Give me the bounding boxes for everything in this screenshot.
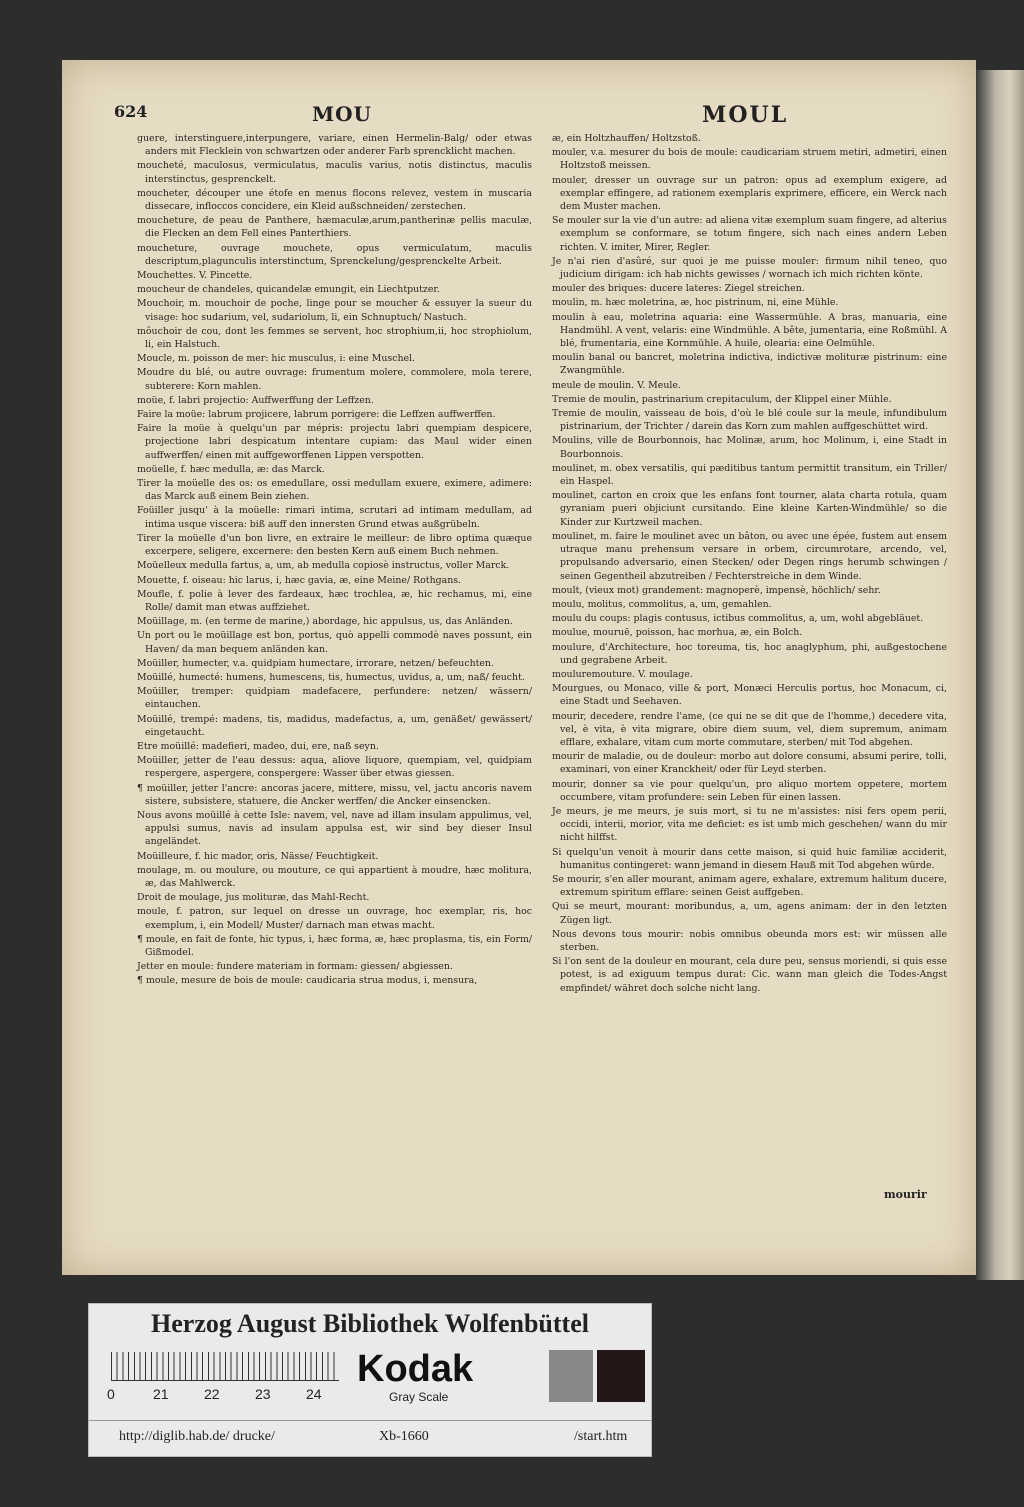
dictionary-entry: Jetter en moule: fundere materiam in formam: giessen/ abgiessen.	[137, 961, 453, 973]
gray-swatch	[549, 1350, 593, 1402]
dictionary-entry: Mouchettes. V. Pincette.	[137, 270, 253, 282]
dictionary-entry: Moüillé, humecté: humens, humescens, tis, humectus, uvidus, a, um, naß/ feucht.	[137, 671, 525, 683]
dictionary-entry: Moucle, m. poisson de mer: hic musculus, i: eine Muschel.	[137, 353, 416, 365]
dictionary-entry: æ, ein Holtzhauffen/ Holtzstoß.	[552, 133, 701, 144]
dictionary-entry: Foüiller jusqu' à la moüelle: rimari intima, scrutari ad intimam medullam, ad intima usque viscera: biß auff den innersten Grund etwas außgrübeln.	[137, 505, 532, 530]
dictionary-entry: moüe, f. labri projectio: Auffwerffung der Leffzen.	[137, 394, 374, 406]
left-running-head: MOU	[312, 102, 373, 126]
dictionary-entry: Se mourir, s'en aller mourant, animam agere, exhalare, extremum halitum ducere, extremum spiritum efflare: seinen Geist auffgeben.	[552, 873, 947, 899]
url-row	[89, 1420, 651, 1453]
dictionary-entry: Un port ou le moüillage est bon, portus, quò appelli commodè naves possunt, ein Haven/ da man bequem anländen kan.	[137, 630, 532, 655]
dictionary-entry: môuchoir de cou, dont les femmes se servent, hoc strophium,ii, hoc strophiolum, li, ein Halstuch.	[137, 325, 532, 351]
dictionary-entry: moulinet, carton en croix que les enfans font tourner, alata charta rotula, quam gyraniam pueri objiciunt cursitando. Eine kleine Karten-Windmühle/ so die Kinder zur Kurtzweil machen.	[552, 490, 947, 528]
shelfmark: Xb-1660	[379, 1429, 429, 1444]
scan-target-card	[88, 1303, 652, 1457]
dictionary-entry: Tirer la moüelle des os: os emedullare, ossi medullam exuere, eximere, adimere: das Marck auß einem Bein ziehen.	[137, 478, 532, 503]
dictionary-entry: Moufle, f. polie à lever des fardeaux, hæc trochlea, æ, hic rechamus, mi, eine Rolle/ damit man etwas auffziehet.	[137, 588, 532, 613]
dictionary-entry: mourir, decedere, rendre l'ame, (ce qui ne se dit que de l'homme,) decedere vita, vel, è vita, è vita migrare, obire diem suum, vel, diem supremum, animam efflare, exhalare, vitam cum morte commutare, sterben/ mit Tod abgehen.	[552, 710, 947, 748]
dictionary-entry: moulin, m. hæc moletrina, æ, hoc pistrinum, ni, eine Mühle.	[552, 297, 839, 309]
ruler-number: 21	[153, 1386, 169, 1402]
ruler-number: 22	[204, 1386, 220, 1402]
kodak-logo-text: Kodak	[357, 1348, 474, 1390]
dictionary-entry: ¶ moule, mesure de bois de moule: caudicaria strua modus, i, mensura,	[137, 975, 478, 987]
dictionary-entry: Je meurs, je me meurs, je suis mort, si tu ne m'assistes: nisi fers opem perii, occidi, interii, morior, vita me deficiet: es ist umb mich geschehen/ wann du mir nicht hilffst.	[552, 805, 947, 844]
dictionary-entry: moucheur de chandeles, quicandelæ emungit, ein Liechtputzer.	[137, 284, 440, 296]
dictionary-entry: moucheture, ouvrage mouchete, opus vermiculatum, maculis descriptum,plagunculis interstinctum, Sprenckelung/gesprenckelte Arbeit.	[137, 242, 532, 267]
dictionary-entry: moulinet, m. obex versatilis, qui pæditibus tantum permittit transitum, ein Triller/ ein Haspel.	[552, 462, 947, 488]
page-number: 624	[114, 102, 148, 121]
dictionary-entry: Moüillage, m. (en terme de marine,) abordage, hic appulsus, us, das Anländen.	[137, 616, 513, 628]
dictionary-entry: mouluremouture. V. moulage.	[552, 668, 693, 680]
measurement-ruler	[111, 1352, 339, 1381]
dictionary-entry: Tirer la moüelle d'un bon livre, en extraire le meilleur: de libro optima quæque excerpere, seligere, excernere: den besten Kern auß einem Buch nehmen.	[137, 532, 532, 558]
dictionary-entry: Si l'on sent de la douleur en mourant, cela dure peu, sensus moriendi, si quis esse potest, is ad exiguum tempus durat: Cic. wann man gleich die Todes-Angst empfindet/ währet doch solche nicht lang.	[552, 956, 947, 994]
dictionary-entry: Etre moüillé: madefieri, madeo, dui, ere, naß seyn.	[137, 740, 379, 752]
dictionary-entry: mouler, v.a. mesurer du bois de moule: caudicariam struem metiri, admetiri, einen Holtzstoß meissen.	[552, 147, 947, 172]
dictionary-entry: mouler des briques: ducere lateres: Ziegel streichen.	[552, 283, 805, 295]
dictionary-entry: Nous avons moüillé à cette Isle: navem, vel, nave ad illam insulam appulimus, vel, appulsi sumus, navis ad insulam appulsa est, wir sind bey dieser Insul angeländet.	[137, 809, 532, 848]
dictionary-entry: moulinet, m. faire le moulinet avec un bâton, ou avec une épée, fustem aut ensem utraque manu prehensum versare in orbem, circumrotare, arcendo, vel, propulsando adversario, einen Stecken/ oder Degen rings herumb schwingen / seinen Gegentheil abzutreiben / Fechterstreiche in dem Winde.	[552, 530, 947, 582]
dictionary-entry: Faire la moüe à quelqu'un par mépris: projectu labri quempiam despicere, projectione labri despicatum intentare cupiam: das Maul wider einen auffwerffen/ einen mit auffgeworffenen Lippen verspotten.	[137, 423, 532, 461]
catchword: mourir	[884, 1188, 927, 1201]
dictionary-entry: Mouchoir, m. mouchoir de poche, linge pour se moucher & essuyer la sueur du visage: hoc sudarium, vel, sudariolum, li, ein Schnuptuch/ Nastuch.	[137, 298, 532, 323]
dictionary-entry: mourir de maladie, ou de douleur: morbo aut dolore consumi, absumi perire, tolli, examinari, von einer Kranckheit/ oder für Leyd sterben.	[552, 751, 947, 776]
dictionary-entry: moulu du coups: plagis contusus, ictibus commolitus, a, um, wohl abgebläuet.	[552, 613, 924, 625]
dictionary-entry: Qui se meurt, mourant: moribundus, a, um, agens animam: der in den letzten Zügen ligt.	[552, 901, 947, 926]
dictionary-entry: Nous devons tous mourir: nobis omnibus obeunda mors est: wir müssen alle sterben.	[552, 928, 947, 953]
dictionary-entry: Tremie de moulin, pastrinarium crepitaculum, der Klippel einer Mühle.	[552, 393, 892, 405]
dictionary-entry: Droit de moulage, jus molituræ, das Mahl-Recht.	[137, 892, 370, 904]
dictionary-entry: ¶ moule, en fait de fonte, hic typus, i, hæc forma, æ, hæc proplasma, tis, ein Form/ Gißmodel.	[137, 933, 532, 958]
url-prefix: http://diglib.hab.de/ drucke/	[119, 1429, 275, 1444]
dictionary-entry: Faire la moüe: labrum projicere, labrum porrigere: die Leffzen auffwerffen.	[137, 409, 496, 421]
black-swatch	[597, 1350, 645, 1402]
dictionary-entry: Moüilleure, f. hic mador, oris, Nässe/ Feuchtigkeit.	[137, 850, 379, 862]
dictionary-entry: moulage, m. ou moulure, ou mouture, ce qui appartient à moudre, hæc molitura, æ, das Mahlwerck.	[137, 864, 532, 889]
gray-scale-label: Gray Scale	[389, 1390, 449, 1404]
dictionary-entry: Mourgues, ou Monaco, ville & port, Monæci Herculis portus, hoc Monacum, ci, eine Stadt und Seehaven.	[552, 683, 947, 708]
library-title: Herzog August Bibliothek Wolfenbüttel	[151, 1309, 589, 1338]
facing-page-edge	[976, 70, 1024, 1280]
ruler-number: 23	[255, 1386, 271, 1402]
dictionary-entry: ¶ moüiller, jetter l'ancre: ancoras jacere, mittere, missu, vel, jactu ancoris navem sistere, subsistere, statuere, die Ancker werffen/ die Ancker einsencken.	[137, 782, 532, 807]
url-suffix: /start.htm	[574, 1429, 628, 1444]
dictionary-entry: moulin à eau, moletrina aquaria: eine Wassermühle. A bras, manuaria, eine Handmühl. A vent, velaris: eine Windmühle. A bête, jumentaria, eine Roßmühl. A blé, frumentaria, eine Kornmühle. A huile, olearia: eine Oelmühle.	[552, 311, 947, 350]
dictionary-entry: Moüiller, tremper: quidpiam madefacere, perfundere: netzen/ wässern/ eintauchen.	[137, 686, 532, 711]
dictionary-entry: moule, f. patron, sur lequel on dresse un ouvrage, hoc exemplar, ris, hoc exemplum, i, ein Modell/ Muster/ darnach man etwas macht.	[137, 906, 532, 931]
dictionary-entry: Je n'ai rien d'asûré, sur quoi je me puisse mouler: firmum nihil teneo, quo judicium dirigam: ich hab nichts gewisses / wornach ich mich richten könte.	[552, 255, 947, 281]
dictionary-entry: moucheture, de peau de Panthere, hæmaculæ,arum,pantherinæ pellis maculæ, die Flecken an dem Fell eines Panterthiers.	[137, 215, 532, 240]
dictionary-entry: Moüiller, humecter, v.a. quidpiam humectare, irrorare, netzen/ befeuchten.	[137, 657, 494, 669]
dictionary-entry: Moulins, ville de Bourbonnois, hac Molinæ, arum, hoc Molinum, i, eine Stadt in Bourbonnois.	[552, 435, 947, 460]
right-column	[552, 132, 947, 996]
ruler-number: 24	[306, 1386, 322, 1402]
dictionary-entry: Moudre du blé, ou autre ouvrage: frumentum molere, commolere, mola terere, subterere: Korn mahlen.	[137, 367, 532, 392]
dictionary-entry: guere, interstinguere,interpungere, variare, einen Hermelin-Balg/ oder etwas anders mit Flecklein von schwartzen oder anderer Farb sprencklicht machen.	[137, 133, 532, 158]
dictionary-entry: Moüillé, trempé: madens, tis, madidus, madefactus, a, um, genäßet/ gewässert/ eingetaucht.	[137, 713, 532, 738]
dictionary-entry: moucheté, maculosus, vermiculatus, maculis varius, notis distinctus, maculis interstinctus, gesprenckelt.	[137, 160, 532, 185]
dictionary-entry: Moüiller, jetter de l'eau dessus: aqua, aliove liquore, quempiam, vel, quidpiam respergere, aspergere, conspergere: Wasser über etwas giessen.	[137, 755, 532, 780]
dictionary-entry: moucheter, découper une étofe en menus flocons relevez, vestem in muscaria dissecare, infloccos concidere, ein Kleid außschneiden/ zerstechen.	[137, 187, 532, 213]
ruler-number: 0	[107, 1386, 115, 1402]
dictionary-entry: moulin banal ou bancret, moletrina indictiva, indictivæ molituræ pistrinum: eine Zwangmühle.	[552, 352, 947, 377]
dictionary-entry: meule de moulin. V. Meule.	[552, 379, 681, 391]
dictionary-entry: moüelle, f. hæc medulla, æ: das Marck.	[137, 463, 325, 475]
dictionary-page	[62, 60, 976, 1275]
dictionary-entry: Si quelqu'un venoit à mourir dans cette maison, si quid huic familiæ acciderit, humanitus contingeret: wann jemand in diesem Hauß mit Tod abgehen würde.	[552, 846, 947, 871]
dictionary-entry: mourir, donner sa vie pour quelqu'un, pro aliquo mortem oppetere, mortem occumbere, vitam profundere: sein Leben für einen lassen.	[552, 778, 947, 803]
dictionary-entry: moult, (vieux mot) grandement: magnoperè, impensè, höchlich/ sehr.	[552, 584, 881, 596]
right-running-head: MOUL	[702, 102, 789, 128]
dictionary-entry: Mouette, f. oiseau: hic larus, i, hæc gavia, æ, eine Meine/ Rothgans.	[137, 574, 462, 586]
dictionary-entry: moulu, molitus, commolitus, a, um, gemahlen.	[552, 598, 772, 610]
left-column	[137, 132, 532, 989]
dictionary-entry: mouler, dresser un ouvrage sur un patron: opus ad exemplum exigere, ad exemplar effingere, ad rationem exemplaris exprimere, efficere, ein Werck nach dem Muster machen.	[552, 174, 947, 213]
dictionary-entry: Se mouler sur la vie d'un autre: ad aliena vitæ exemplum suam fingere, ad alterius exemplum se conformare, se totum fingere, sich nach eines andern Leben richten. V. imiter, Mirer, Regler.	[552, 215, 947, 253]
dictionary-entry: moulure, d'Architecture, hoc toreuma, tis, hoc anaglyphum, phi, außgestochene und gegrabene Arbeit.	[552, 641, 947, 666]
dictionary-entry: Moüelleux medulla fartus, a, um, ab medulla copiosè instructus, voller Marck.	[137, 560, 510, 572]
dictionary-entry: moulue, mouruë, poisson, hac morhua, æ, ein Bolch.	[552, 627, 803, 639]
dictionary-entry: Tremie de moulin, vaisseau de bois, d'où le blé coule sur la meule, infundibulum pistrinarium, der Trichter / darein das Korn zum mahlen auffgeschüttet wird.	[552, 408, 947, 433]
